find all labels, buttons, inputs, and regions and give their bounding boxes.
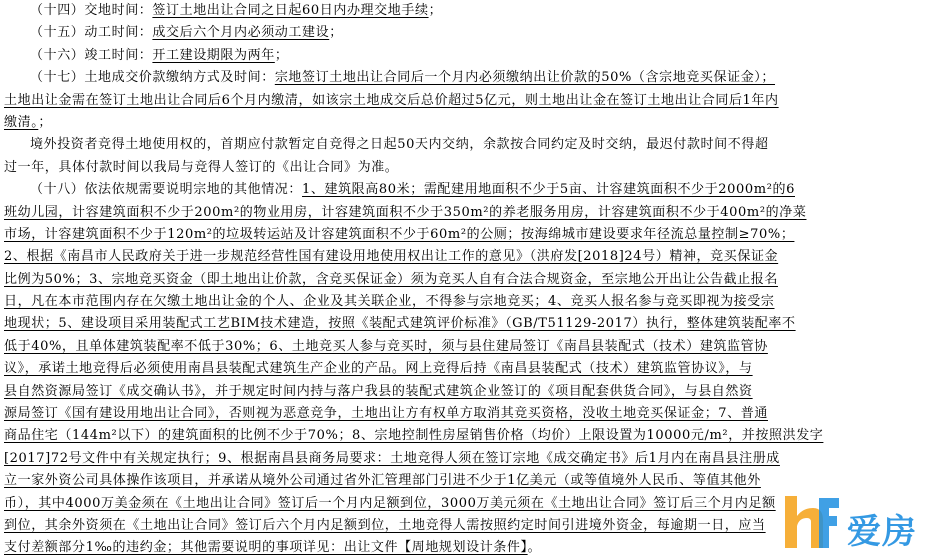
text-line [4,381,921,403]
text-line [4,224,921,246]
underlined-text: 1、建筑限高80米；需配建用地面积不少于5亩、计容建筑面积不少于2000m²的6 [302,182,795,198]
underlined-text: 币），其中4000万美金须在《土地出让合同》签订后一个月内足额到位，3000万美元须在《土地出让合同》签订后三个月内足额 [4,495,776,511]
underlined-text: 宗地签订土地出让合同后一个月内必须缴纳出让价款的50%（含宗地竞买保证金）； [274,70,776,86]
text-line [4,448,921,470]
watermark-text: 爱房 [847,512,917,552]
text-line [4,358,921,380]
underlined-text: [2017]72号文件中有关规定执行；9、根据南昌县商务局要求：土地竞得人须在签订宗地《成交确定书》后1月内在南昌县注册成 [4,450,780,466]
text-line [4,112,921,134]
underlined-text: 支付差额部分1‰的违约金；其他需要说明的事项详见：出让文件【周地规划设计条件】 [4,540,528,556]
text-segment: 境外投资者竞得土地使用权的，首期应付款暂定自竞得之日起50天内交纳，余款按合同约定及时交纳，最迟付款时间不得超 [30,137,769,153]
text-segment: 。 [527,540,542,556]
watermark [775,480,925,558]
underlined-text: 低于40%，且单体建筑装配率不低于30%；6、土地竞买人参与竞买时，须与县住建局签订《南昌县装配式（技术）建筑监管协 [4,338,768,354]
text-line [4,291,921,313]
underlined-text: 议》，承诺土地竞得后必须使用南昌县装配式建筑生产企业的产品。网上竞得后持《南昌县装配式（技术）建筑监管协议》，与 [4,361,753,377]
text-line [4,67,921,89]
document-body [4,0,921,560]
text-line [4,22,921,44]
underlined-text: 比例为50%；3、宗地竞买资金（即土地出让价款，含竞买保证金）须为竞买人自有合法合规资金，至宗地公开出让公告截止报名 [4,271,778,287]
underlined-text: 源局签订《国有建设用地出让合同》，否则视为恶意竞争，土地出让方有权单方取消其竞买资格，没收土地竞买保证金；7、普通 [4,406,768,422]
underlined-text: 到位，其余外资须在《土地出让合同》签订后六个月内足额到位，土地竞得人需按照约定时间引进境外资金，每逾期一日，应当 [4,517,766,533]
text-line [4,202,921,224]
text-line [4,134,921,156]
text-line [4,246,921,268]
text-segment: （十八）依法依规需要说明宗地的其他情况： [30,182,303,198]
underlined-text: 日，凡在本市范围内存在欠缴土地出让金的个人、企业及其关联企业，不得参与宗地竞买；4、竞买人报名参与竞买即视为接受宗 [4,294,775,310]
underlined-text: 市场，计容建筑面积不少于120m²的垃圾转运站及计容建筑面积不少于60m²的公厕；按海绵城市建设要求年径流总量控制≥70%； [4,226,795,242]
text-line [4,90,921,112]
underlined-text: 2、根据《南昌市人民政府关于进一步规范经营性国有建设用地使用权出让工作的意见》（洪府发[2018]24号）精神，竞买保证金 [4,249,779,265]
text-line [4,179,921,201]
text-segment: （十四）交地时间： [30,3,153,18]
text-segment: 过一年，具体付款时间以我局与竞得人签订的《出让合同》为准。 [4,159,399,175]
text-line [4,403,921,425]
text-line [4,0,921,22]
text-line [4,313,921,335]
text-line [4,45,921,67]
underlined-text: 立一家外资公司具体操作该项目，并承诺从境外公司通过省外汇管理部门引进不少于1亿美元（或等值境外人民币、等值其他外 [4,473,761,489]
underlined-text: 开工建设期限为两年 [152,47,275,63]
underlined-text: 班幼儿园，计容建筑面积不少于200m²的物业用房，计容建筑面积不少于350m²的养老服务用房，计容建筑面积不少于400m²的净菜 [4,204,807,220]
text-line [4,157,921,179]
text-segment: （十六）竣工时间： [30,47,153,63]
text-segment: （十五）动工时间： [30,25,153,41]
text-segment: ； [274,47,289,63]
underlined-text: 地现状；5、建设项目采用装配式工艺BIM技术建造，按照《装配式建筑评价标准》（GB/T51129-2017）执行，整体建筑装配率不 [4,316,796,332]
underlined-text: 签订土地出让合同之日起60日内办理交地手续 [152,3,429,18]
text-segment: ； [38,114,52,130]
text-line [4,425,921,447]
text-line [4,336,921,358]
text-segment: ； [329,25,343,41]
text-segment: （十七）土地成交价款缴纳方式及时间： [30,70,275,86]
underlined-text: 成交后六个月内必须动工建设 [152,25,330,41]
text-segment: ； [428,3,443,18]
underlined-text: 商品住宅（144m²以下）的建筑面积的比例不少于70%；8、宗地控制性房屋销售价格（均价）上限设置为10000元/m²，并按照洪发字 [4,428,824,444]
text-line [4,269,921,291]
underlined-text: 县自然资源局签订《成交确认书》，并于规定时间内持与落户我县的装配式建筑企业签订的《项目配套供货合同》，与县自然资 [4,383,753,399]
underlined-text: 土地出让金需在签订土地出让合同后6个月内缴清，如该宗土地成交后总价超过5亿元，则土地出让金在签订土地出让合同后1年内 [4,92,779,108]
hf-logo-icon [779,488,843,554]
underlined-text: 缴清。 [4,114,39,130]
